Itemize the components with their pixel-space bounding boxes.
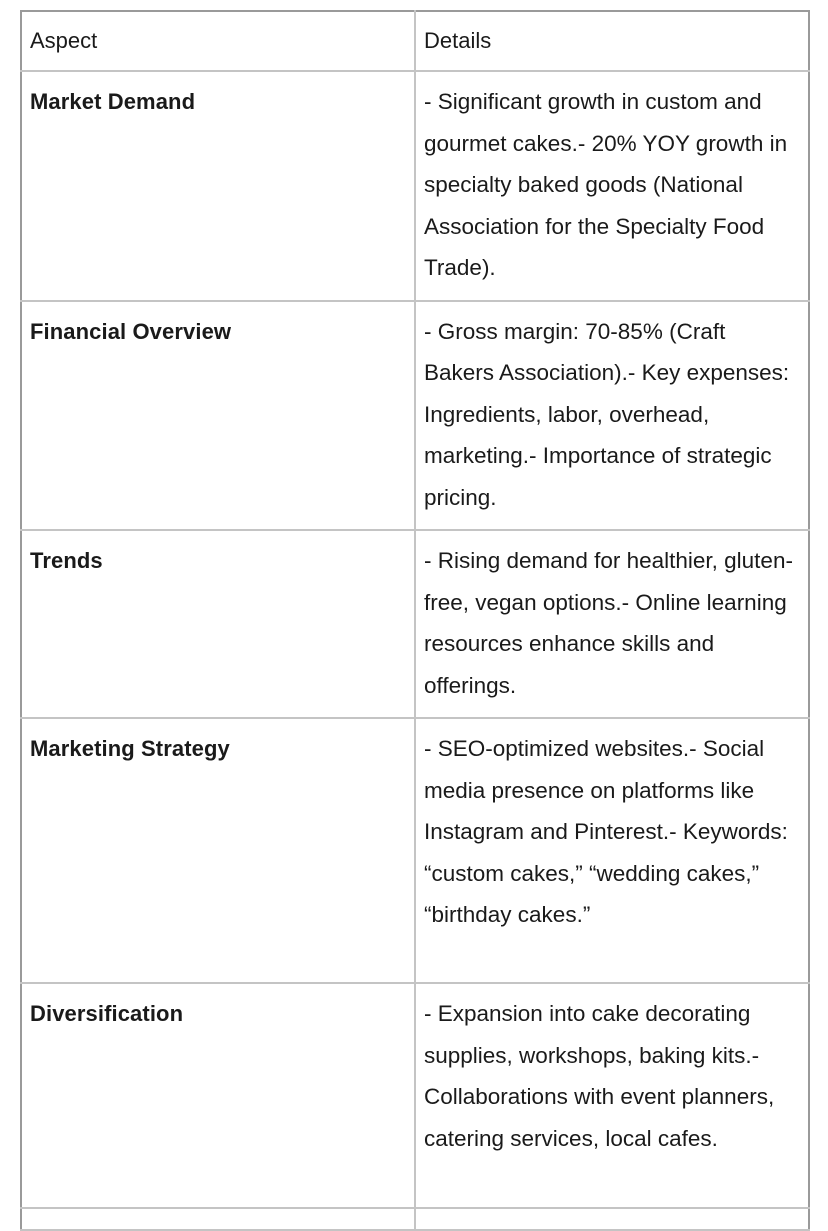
column-header-details: Details: [415, 11, 809, 71]
table-row: [21, 718, 809, 983]
aspect-cell: Diversification: [21, 983, 415, 1208]
table-row-partial: [21, 1208, 809, 1230]
table-row: [21, 301, 809, 531]
details-cell: - Significant growth in custom and gourmet cakes.- 20% YOY growth in specialty baked goods (National Association for the Specialty Food Trade).: [415, 71, 809, 301]
table-row: [21, 530, 809, 718]
business-overview-table: [20, 10, 810, 1231]
details-cell: - Gross margin: 70-85% (Craft Bakers Association).- Key expenses: Ingredients, labor, overhead, marketing.- Importance of strategic pricing.: [415, 301, 809, 531]
aspect-cell: Marketing Strategy: [21, 718, 415, 983]
table-row: [21, 983, 809, 1208]
details-cell: - Expansion into cake decorating supplies, workshops, baking kits.- Collaborations with event planners, catering services, local cafes.: [415, 983, 809, 1208]
aspect-cell-empty: [21, 1208, 415, 1230]
details-cell: - SEO-optimized websites.- Social media presence on platforms like Instagram and Pinterest.- Keywords: “custom cakes,” “wedding cakes,” “birthday cakes.”: [415, 718, 809, 983]
table-header-row: [21, 11, 809, 71]
aspect-cell: Trends: [21, 530, 415, 718]
aspect-cell: Financial Overview: [21, 301, 415, 531]
column-header-aspect: Aspect: [21, 11, 415, 71]
details-cell: - Rising demand for healthier, gluten-free, vegan options.- Online learning resources enhance skills and offerings.: [415, 530, 809, 718]
aspect-cell: Market Demand: [21, 71, 415, 301]
table-row: [21, 71, 809, 301]
details-cell-empty: [415, 1208, 809, 1230]
